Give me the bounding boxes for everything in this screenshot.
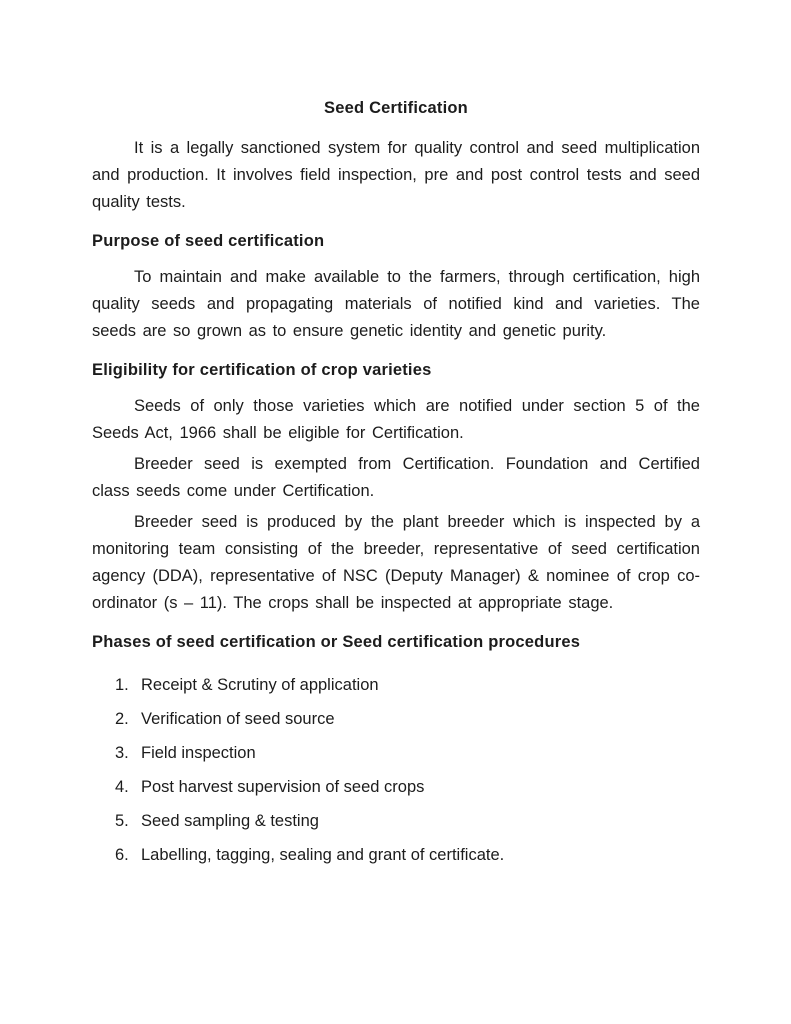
heading-eligibility: Eligibility for certification of crop varieties	[92, 361, 432, 379]
list-item-number: 1.	[115, 676, 129, 694]
list-item-number: 3.	[115, 744, 129, 762]
list-item-phase-4	[92, 774, 700, 801]
list-item-label: Post harvest supervision of seed crops	[141, 778, 425, 796]
eligibility-paragraph-3: Breeder seed is produced by the plant breeder which is inspected by a monitoring team consisting of the breeder, representative of seed certification agency (DDA), representative of NSC (Deputy Manager) & nominee of crop co-ordinator (s – 11). The crops shall be inspected at appropriate stage.	[92, 513, 700, 612]
list-item-phase-6	[92, 842, 700, 869]
phases-list	[92, 672, 700, 869]
list-item-number: 6.	[115, 846, 129, 864]
heading-purpose: Purpose of seed certification	[92, 232, 325, 250]
purpose-paragraph: To maintain and make available to the farmers, through certification, high quality seeds and propagating materials of notified kind and varieties. The seeds are so grown as to ensure genetic identity and genetic purity.	[92, 268, 700, 340]
list-item-number: 2.	[115, 710, 129, 728]
list-item-label: Seed sampling & testing	[141, 812, 319, 830]
eligibility-paragraph-2: Breeder seed is exempted from Certification. Foundation and Certified class seeds come under Certification.	[92, 455, 700, 500]
list-item-label: Field inspection	[141, 744, 256, 762]
list-item-phase-3	[92, 740, 700, 767]
list-item-label: Receipt & Scrutiny of application	[141, 676, 379, 694]
list-item-number: 4.	[115, 778, 129, 796]
list-item-phase-5	[92, 808, 700, 835]
heading-phases: Phases of seed certification or Seed certification procedures	[92, 633, 581, 651]
list-item-phase-1	[92, 672, 700, 699]
list-item-label: Labelling, tagging, sealing and grant of certificate.	[141, 846, 505, 864]
list-item-phase-2	[92, 706, 700, 733]
list-item-label: Verification of seed source	[141, 710, 335, 728]
intro-paragraph: It is a legally sanctioned system for quality control and seed multiplication and production. It involves field inspection, pre and post control tests and seed quality tests.	[92, 139, 700, 211]
eligibility-paragraph-1: Seeds of only those varieties which are notified under section 5 of the Seeds Act, 1966 shall be eligible for Certification.	[92, 397, 700, 442]
page-title: Seed Certification	[324, 99, 468, 117]
list-item-number: 5.	[115, 812, 129, 830]
